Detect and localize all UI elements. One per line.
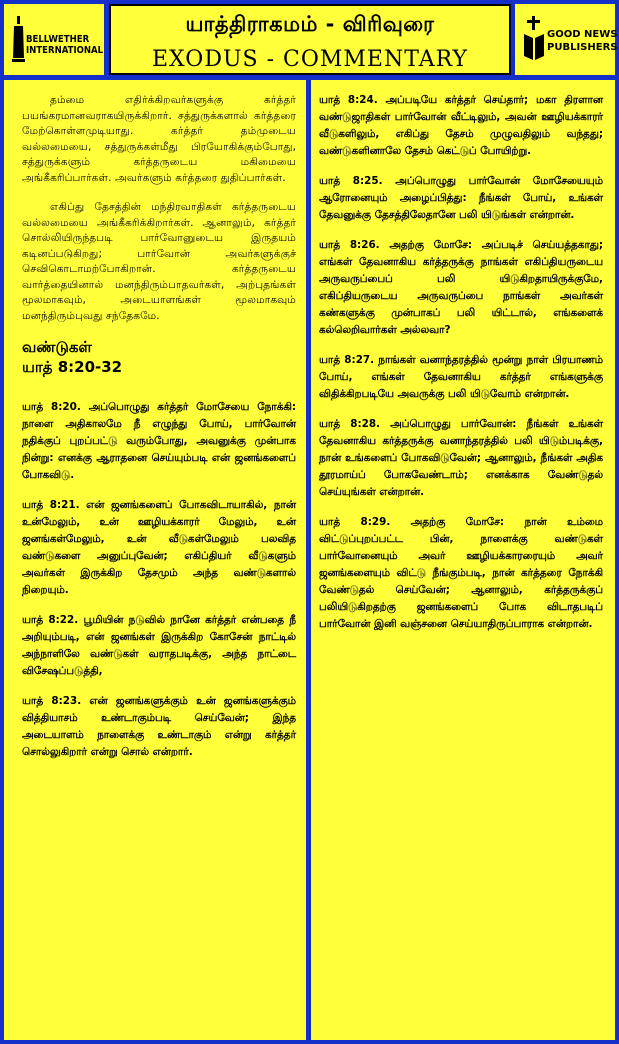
verse-ref: யாத் 8:20. [22,401,81,413]
verse-8-29 [319,514,603,633]
verse-ref: யாத் 8:29. [319,516,391,528]
verse-ref: யாத் 8:28. [319,418,381,430]
book-cross-icon [523,14,545,64]
intro-paragraph: எகிப்து தேசத்தின் மந்திரவாதிகள் கர்த்தருடைய வல்லமையை அங்கீகரிக்கிறார்கள். ஆனாலும், கர்த்தர் சொல்லியிருந்தபடி பார்வோனுடைய இருதயம் கடினப்படுகிறது; பார்வோன் அவர்களுக்குச் செவிகொடாமற்போகிறான். கர்த்தருடைய வார்த்தையினால் மனந்திரும்பாதவர்கள், அற்புதங்கள் மூலமாகவும், அடையாளங்கள் மூலமாகவும் மனந்திரும்புவது சந்தேகமே. [22,200,296,322]
good-news-logo-line1: GOOD NEWS [547,29,618,40]
page-title-english: EXODUS - COMMENTARY [151,47,469,72]
verse-text: நாங்கள் வனாந்தரத்தில் மூன்று நாள் பிரயாணம் போய், எங்கள் தேவனாகிய கர்த்தர் எங்களுக்கு விதிக்கிறபடியே அவருக்கு பலி யிடுவோம் என்றான். [319,354,603,400]
verse-text: அப்பொழுது பார்வோன் மோசேயையும் ஆரோனையும் அழைப்பித்து: நீங்கள் போய், உங்கள் தேவனுக்கு தேசத்திலேதானே பலி யிடுங்கள் என்றான். [319,175,604,221]
page-title-tamil: யாத்திராகமம் - விரிவுரை [185,12,435,36]
verse-8-27 [319,352,603,403]
section-title: வண்டுகள் [22,338,92,356]
bellwether-logo-inner [12,14,104,66]
verse-ref: யாத் 8:27. [319,354,375,366]
verse-8-20 [22,399,296,484]
verse-ref: யாத் 8:23. [22,695,82,707]
verse-8-28 [319,416,603,501]
verse-text: அதற்கு மோசே: அப்படிச் செய்யத்தகாது; எங்கள் தேவனாகிய கர்த்தருக்கு நாங்கள் எகிப்தியருடைய அருவருப்பைப் பலி யிடுகிறதாயிருக்குமே, எகிப்தியருடைய அருவருப்பை நாங்கள் அவர்கள் கண்களுக்கு முன்பாகப் பலி யிட்டால், எங்களைக் கல்லெறிவார்கள் அல்லவா? [319,239,603,336]
verse-text: பூமியின் நடுவில் நானே கர்த்தர் என்பதை நீ அறியும்படி, என் ஜனங்கள் இருக்கிற கோசேன் நாட்டில் அந்நாளிலே வண்டுகள் வராதபடிக்கு, அந்த நாட்டை விசேஷப்படுத்தி, [22,614,296,677]
good-news-logo-inner [523,14,618,66]
right-column [311,80,615,1040]
bellwether-logo-text [26,34,103,56]
verse-text: என் ஜனங்களைப் போகவிடாயாகில், நான் உன்மேலும், உன் ஊழியக்காரர் மேலும், உன் ஜனங்கள்மேலும், உன் வீடுகள்மேலும் பலவித வண்டுகளை அனுப்புவேன்; எகிப்தியர் வீடுகளும் அவர்கள் இருக்கிற தேசமும் அந்த வண்டுகளால் நிறையும். [22,499,297,596]
verse-text: என் ஜனங்களுக்கும் உன் ஜனங்களுக்கும் வித்தியாசம் உண்டாகும்படி செய்வேன்; இந்த அடையாளம் நாளைக்கு உண்டாகும் என்று கர்த்தர் சொல்லுகிறார் என்று சொல் என்றார். [22,695,296,758]
verse-ref: யாத் 8:24. [319,94,378,106]
intro-commentary [22,92,296,323]
left-column [4,80,306,1040]
section-heading [22,337,296,377]
good-news-logo [515,4,618,75]
verse-text: அப்படியே கர்த்தர் செய்தார்; மகா திரளான வண்டுஜாதிகள் பார்வோன் வீட்டிலும், அவன் ஊழியக்காரர் வீடுகளிலும், எகிப்து தேசம் முழுவதிலும் வந்தது; வண்டுகளினாலே தேசம் கெட்டுப் போயிற்று. [319,94,603,157]
verse-text: அப்பொழுது பார்வோன்: நீங்கள் உங்கள் தேவனாகிய கர்த்தருக்கு வனாந்தரத்தில் பலி யிடும்படிக்கு, நான் உங்களைப் போகவிடுவேன்; ஆனாலும், நீங்கள் அதிக தூரமாய்ப் போகவேண்டாம்; எனக்காக வேண்டுதல் செய்யுங்கள் என்றான். [319,418,604,498]
verse-text: அதற்கு மோசே: நான் உம்மை விட்டுப்புறப்பட்ட பின், நாளைக்கு வண்டுகள் பார்வோனையும் அவர் ஊழியக்காரரையும் அவர் ஜனங்களையும் விட்டு நீங்கும்படி, நான் கர்த்தரை நோக்கி வேண்டுதல் செய்வேன்; ஆனாலும், கர்த்தருக்குப் பலியிடுகிறதற்கு ஜனங்களைப் போக விடாதபடிப் பார்வோன் இனி வஞ்சனை செய்யாதிருப்பாராக என்றான். [319,516,604,630]
title-box [109,4,511,75]
good-news-logo-line2: PUBLISHERS [547,42,618,53]
verse-8-24 [319,92,603,160]
intro-paragraph: தம்மை எதிர்க்கிறவர்களுக்கு கர்த்தர் பயங்கரமானவராகயிருக்கிறார். சத்துருக்களால் கர்த்தரை மேற்கொள்ளமுடியாது. கர்த்தர் தம்முடைய வல்லமையை, சத்துருக்கள்மீது பிரயோகிக்கும்போது, சத்துருக்களும் கர்த்தருடைய மகிமையை அங்கீகரிப்பார்கள். அவர்களும் கர்த்தரை துதிப்பார்கள். [22,93,296,184]
verse-ref: யாத் 8:26. [319,239,380,251]
section-reference: யாத் 8:20-32 [22,358,123,376]
verse-ref: யாத் 8:22. [22,614,79,626]
verse-8-22 [22,612,296,680]
verse-ref: யாத் 8:25. [319,175,383,187]
verse-8-21 [22,497,296,599]
verse-8-26 [319,237,603,339]
verse-text: அப்பொழுது கர்த்தர் மோசேயை நோக்கி: நாளை அதிகாலமே நீ எழுந்து போய், பார்வோன் நதிக்குப் புறப்பட்டு வரும்போது, அவனுக்கு முன்பாக நின்று: எனக்கு ஆராதனை செய்யும்படி என் ஜனங்களைப் போகவிடு. [22,401,297,481]
bellwether-logo [4,4,104,75]
bellwether-logo-line1: BELLWETHER [26,34,90,45]
good-news-logo-text [547,28,617,54]
verse-8-25 [319,173,603,224]
verse-ref: யாத் 8:21. [22,499,80,511]
bellwether-logo-line2: INTERNATIONAL [26,45,104,56]
verse-8-23 [22,693,296,761]
bellwether-mark-icon [12,14,26,64]
